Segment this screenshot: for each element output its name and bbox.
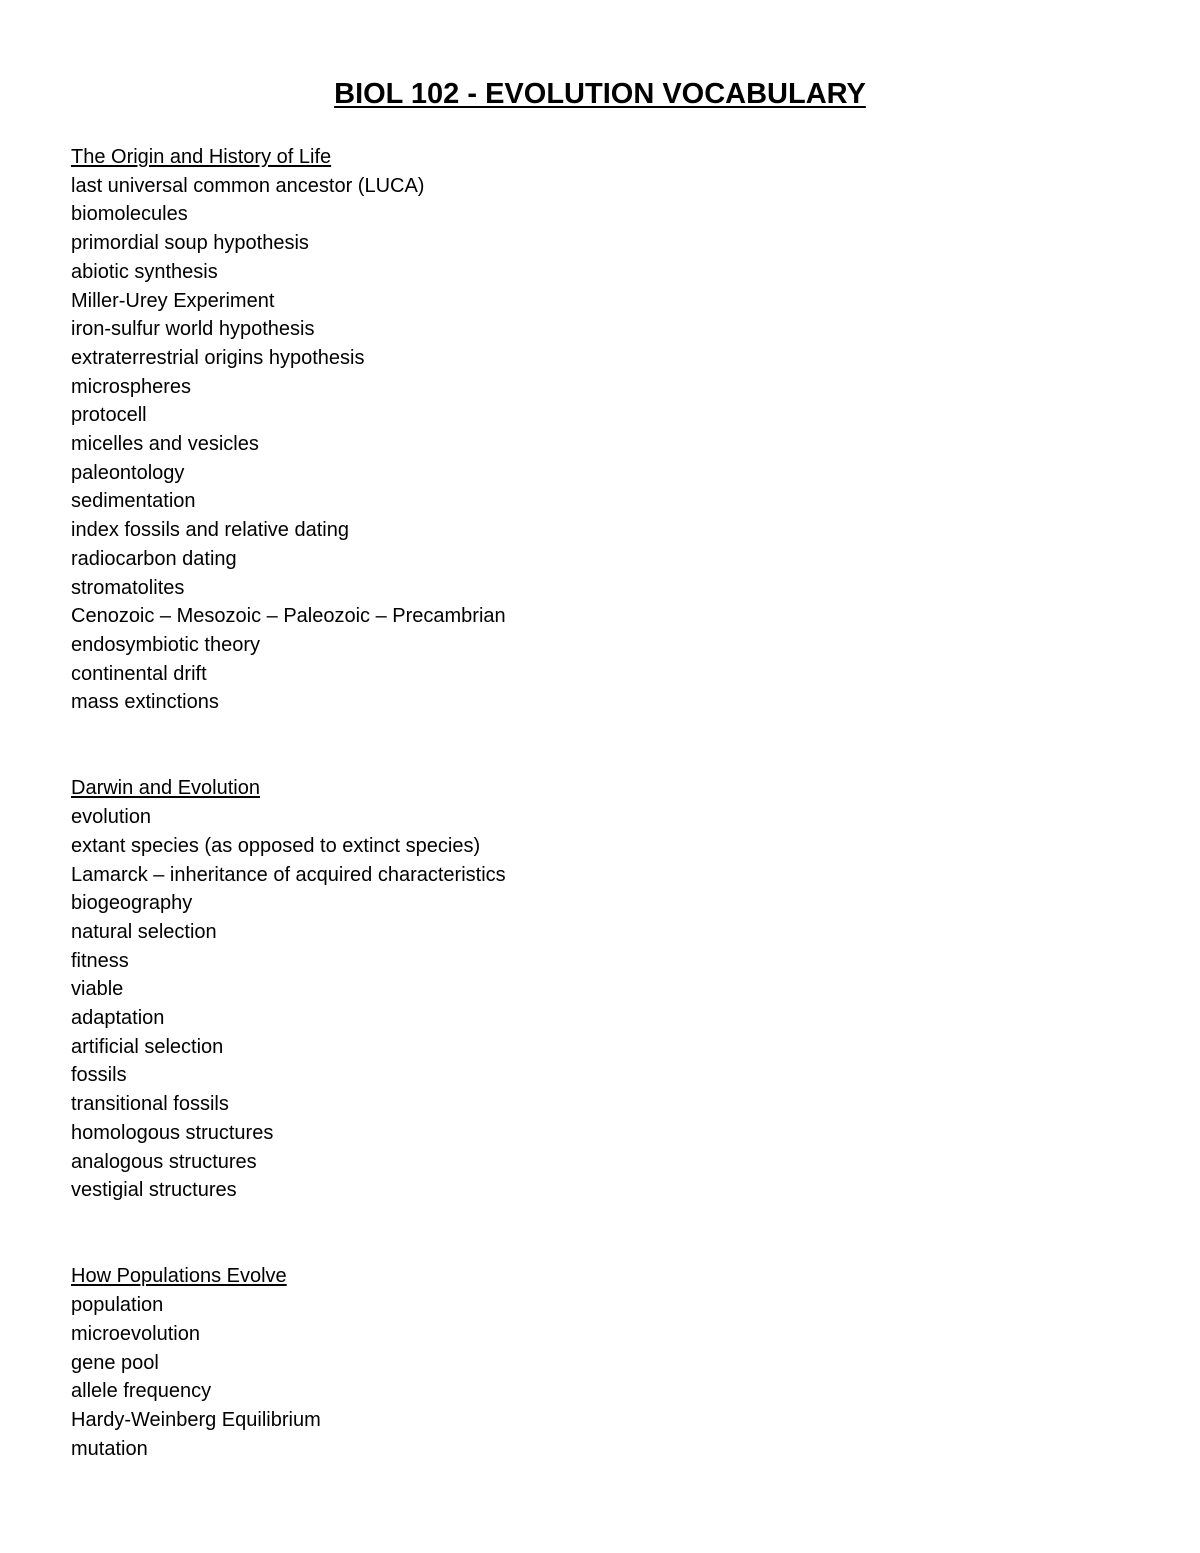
section-darwin-and-evolution xyxy=(71,774,1151,1205)
vocab-term: fossils xyxy=(71,1064,127,1087)
vocab-term: protocell xyxy=(71,404,147,427)
vocab-term: natural selection xyxy=(71,920,217,943)
vocab-term: endosymbiotic theory xyxy=(71,633,260,656)
vocab-term: viable xyxy=(71,978,124,1001)
vocab-term: iron-sulfur world hypothesis xyxy=(71,318,315,341)
vocab-term: vestigial structures xyxy=(71,1179,237,1202)
section-how-populations-evolve xyxy=(71,1262,1151,1463)
vocab-term: Hardy-Weinberg Equilibrium xyxy=(71,1408,321,1431)
vocab-term: mass extinctions xyxy=(71,691,219,714)
page-title: BIOL 102 - EVOLUTION VOCABULARY xyxy=(334,78,866,110)
section-heading: The Origin and History of Life xyxy=(71,146,332,168)
vocab-term: adaptation xyxy=(71,1007,165,1030)
vocab-term: microspheres xyxy=(71,375,192,398)
vocab-term: analogous structures xyxy=(71,1150,257,1173)
vocab-term: Lamarck – inheritance of acquired characteristics xyxy=(71,863,506,886)
vocab-term: extraterrestrial origins hypothesis xyxy=(71,346,365,369)
vocab-term: population xyxy=(71,1294,164,1317)
vocab-term: extant species (as opposed to extinct species) xyxy=(71,834,481,857)
vocab-term: paleontology xyxy=(71,461,185,484)
vocab-term: continental drift xyxy=(71,662,207,685)
vocab-term: mutation xyxy=(71,1437,148,1460)
vocab-term: allele frequency xyxy=(71,1380,212,1403)
vocabulary-list xyxy=(71,143,1151,1463)
vocab-term: micelles and vesicles xyxy=(71,433,259,456)
vocab-term: biogeography xyxy=(71,892,193,915)
section-origin-history-of-life xyxy=(71,143,1151,717)
vocab-term: Miller-Urey Experiment xyxy=(71,289,275,312)
vocab-term: microevolution xyxy=(71,1322,200,1345)
vocab-term: artificial selection xyxy=(71,1035,224,1058)
vocab-term: transitional fossils xyxy=(71,1093,229,1116)
vocab-term: radiocarbon dating xyxy=(71,547,237,570)
vocab-term: fitness xyxy=(71,949,129,972)
vocab-term: index fossils and relative dating xyxy=(71,519,349,542)
section-heading: How Populations Evolve xyxy=(71,1265,287,1288)
vocab-term: primordial soup hypothesis xyxy=(71,232,309,255)
vocab-term: abiotic synthesis xyxy=(71,260,218,283)
section-heading: Darwin and Evolution xyxy=(71,777,260,800)
vocab-term: biomolecules xyxy=(71,203,188,226)
vocab-term: sedimentation xyxy=(71,490,196,513)
vocab-term: gene pool xyxy=(71,1351,159,1374)
vocab-term: homologous structures xyxy=(71,1121,274,1144)
vocab-term: last universal common ancestor (LUCA) xyxy=(71,174,425,197)
vocab-term: evolution xyxy=(71,806,152,829)
vocab-term: Cenozoic – Mesozoic – Paleozoic – Precambrian xyxy=(71,605,506,628)
vocab-term: stromatolites xyxy=(71,576,185,599)
